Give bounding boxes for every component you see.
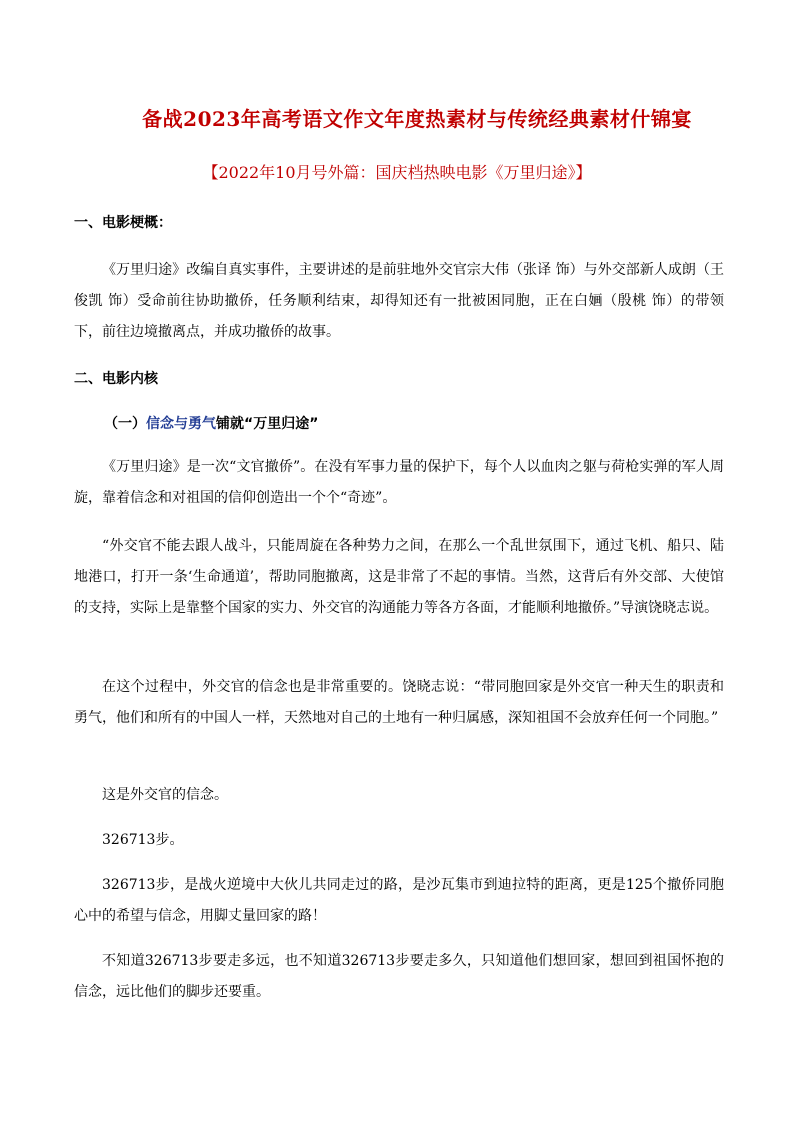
body-paragraph: 在这个过程中，外交官的信念也是非常重要的。饶晓志说：“带同胞回家是外交官一种天生的职责和勇气，他们和所有的中国人一样，天然地对自己的土地有一种归属感，深知祖国不会放弃任何一个同胞。” (74, 679, 724, 726)
section-heading-core: 二、电影内核 (74, 371, 158, 387)
body-paragraph: 《万里归途》是一次“文官撤侨”。在没有军事力量的保护下，每个人以血肉之躯与荷枪实弹的军人周旋，靠着信念和对祖国的信仰创造出一个个“奇迹”。 (74, 459, 724, 506)
synopsis-paragraph: 《万里归途》改编自真实事件，主要讲述的是前驻地外交官宗大伟（张译 饰）与外交部新人成朗（王俊凯 饰）受命前往协助撤侨，任务顺利结束，却得知还有一批被困同胞，正在白婳（殷桃 饰）的带领下，前往边境撤离点，并成功撤侨的故事。 (74, 262, 724, 340)
section-heading-synopsis: 一、电影梗概： (74, 215, 172, 231)
body-paragraph: 326713步，是战火逆境中大伙儿共同走过的路，是沙瓦集市到迪拉特的距离，更是125个撤侨同胞心中的希望与信念，用脚丈量回家的路！ (74, 877, 724, 924)
subheading-highlight: 信念与勇气 (146, 416, 216, 432)
subsection-heading-belief (104, 413, 318, 433)
body-paragraph: 326713步。 (102, 832, 184, 848)
body-paragraph: 不知道326713步要走多远，也不知道326713步要走多久，只知道他们想回家，想回到祖国怀抱的信念，远比他们的脚步还要重。 (74, 953, 724, 1000)
document-title: 备战2023年高考语文作文年度热素材与传统经典素材什锦宴 (142, 107, 692, 131)
body-paragraph: 这是外交官的信念。 (102, 787, 228, 803)
subheading-prefix: （一） (104, 416, 146, 432)
document-subtitle: 【2022年10月号外篇：国庆档热映电影《万里归途》】 (202, 163, 592, 182)
subheading-suffix: 铺就“万里归途” (216, 416, 319, 432)
body-paragraph: “外交官不能去跟人战斗，只能周旋在各种势力之间，在那么一个乱世氛围下，通过飞机、船只、陆地港口，打开一条‘生命通道’，帮助同胞撤离，这是非常了不起的事情。当然，这背后有外交部、大使馆的支持，实际上是靠整个国家的实力、外交官的沟通能力等各方各面，才能顺利地撤侨。”导演饶晓志说。 (74, 538, 724, 616)
